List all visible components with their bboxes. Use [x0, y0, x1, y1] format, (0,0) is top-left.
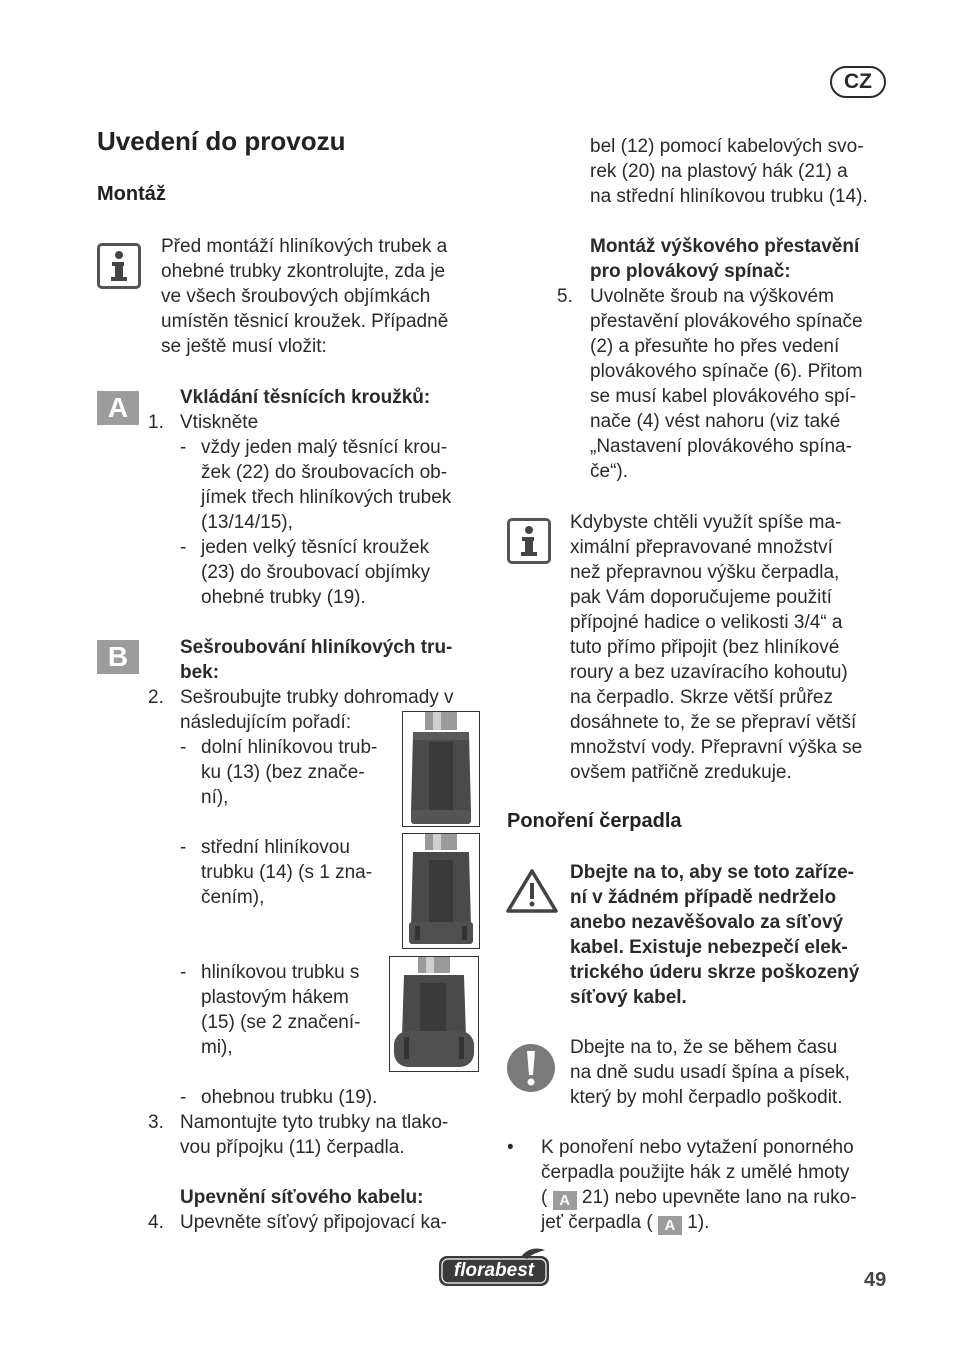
language-badge: CZ: [830, 66, 886, 98]
page-heading: Uvedení do provozu: [97, 126, 346, 156]
tube-photo-lower: [402, 711, 480, 827]
info-icon: [97, 243, 141, 289]
brand-logo: florabest: [437, 1248, 551, 1288]
dash: -: [180, 437, 187, 458]
bullet: •: [507, 1137, 514, 1158]
dash: -: [180, 962, 187, 983]
dash: -: [180, 537, 187, 558]
step-number: 3.: [148, 1112, 164, 1133]
dash: -: [180, 837, 187, 858]
step-number: 4.: [148, 1212, 164, 1233]
exclamation-icon: [506, 1043, 556, 1093]
tube-photo-middle: [402, 833, 480, 949]
info-icon: [507, 518, 551, 564]
step-text: Vtiskněte: [180, 412, 259, 433]
section-heading-montaz: Montáž: [97, 183, 166, 205]
dash: -: [180, 1087, 187, 1108]
step-number: 1.: [148, 412, 164, 433]
warning-icon: [506, 868, 558, 914]
step-number: 5.: [557, 286, 573, 307]
step-text: Upevněte síťový připojovací ka-: [180, 1212, 447, 1233]
tube-photo-hook: [389, 956, 479, 1072]
figure-badge-a: A: [97, 391, 139, 425]
subheading-seal-rings: Vkládání těsnících kroužků:: [180, 387, 431, 408]
list-item: ohebnou trubku (19).: [201, 1087, 378, 1108]
subheading-cable: Upevnění síťového kabelu:: [180, 1187, 424, 1208]
figure-badge-inline-a: A: [553, 1191, 577, 1210]
page-number: 49: [864, 1269, 887, 1291]
figure-badge-b: B: [97, 640, 139, 674]
figure-badge-inline-a: A: [658, 1216, 682, 1235]
dash: -: [180, 737, 187, 758]
section-heading-submerge: Ponoření čerpadla: [507, 810, 682, 832]
step-number: 2.: [148, 687, 164, 708]
